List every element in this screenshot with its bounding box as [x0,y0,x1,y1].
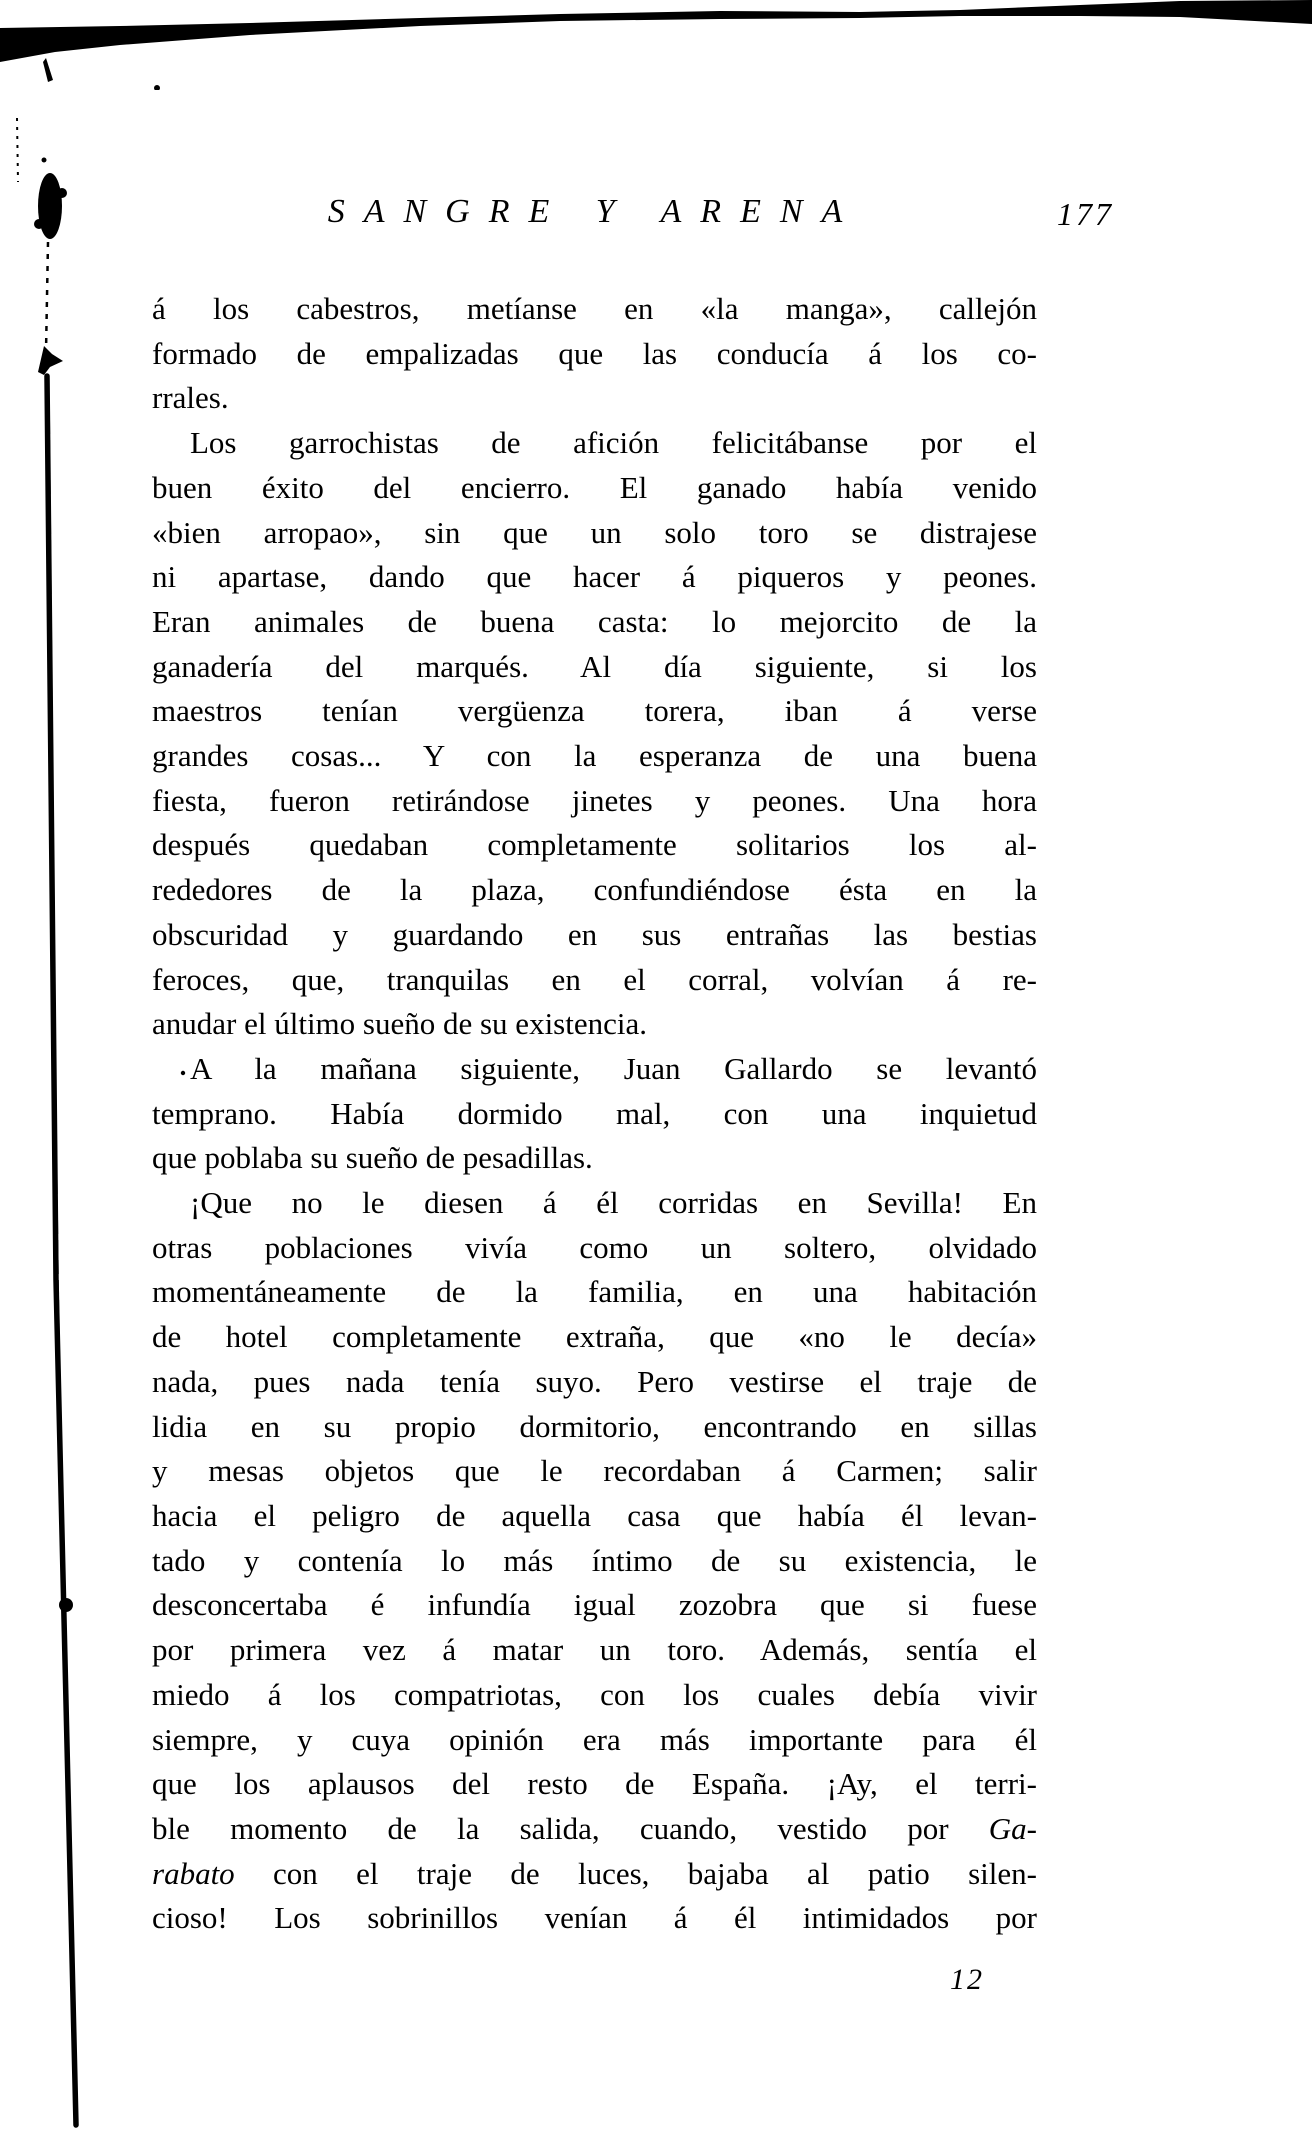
text-line: hacia el peligro de aquella casa que había él levan- [152,1497,1037,1533]
text-line: grandes cosas... Y con la esperanza de una buena [152,738,1037,774]
signature-mark: 12 [950,1963,984,1996]
text-line: maestros tenían vergüenza torera, iban á verse [152,693,1037,729]
text-line: miedo á los compatriotas, con los cuales debía vivir [152,1676,1037,1712]
text-line: después quedaban completamente solitarios los al- [152,827,1037,863]
text-line: temprano. Había dormido mal, con una inquietud [152,1095,1037,1131]
text-run: ble momento de la salida, cuando, vestido por [152,1810,989,1846]
text-block [152,287,1037,1941]
text-line: ¡Que no le diesen á él corridas en Sevilla! En [190,1185,1037,1221]
text-line: rededores de la plaza, confundiéndose ésta en la [152,872,1037,908]
text-line: que los aplausos del resto de España. ¡Ay, el terri- [152,1766,1037,1802]
text-line: cioso! Los sobrinillos venían á él intimidados por [152,1900,1037,1936]
page-number: 177 [1057,196,1114,232]
text-line: formado de empalizadas que las conducía á los co- [152,335,1037,371]
text-line: momentáneamente de la familia, en una habitación [152,1274,1037,1310]
text-line: Eran animales de buena casta: lo mejorcito de la [152,603,1037,639]
text-line: fiesta, fueron retirándose jinetes y peones. Una hora [152,782,1037,818]
text-line: Los garrochistas de afición felicitábanse por el [190,425,1037,461]
text-line: rrales. [152,380,229,416]
text-line: y mesas objetos que le recordaban á Carmen; salir [152,1453,1037,1489]
text-line: de hotel completamente extraña, que «no le decía» [152,1319,1037,1355]
text-line: por primera vez á matar un toro. Además, sentía el [152,1632,1037,1668]
text-line: ganadería del marqués. Al día siguiente, si los [152,648,1037,684]
text-line: otras poblaciones vivía como un soltero, olvidado [152,1229,1037,1265]
text-line: desconcertaba é infundía igual zozobra que si fuese [152,1587,1037,1623]
text-line: ni apartase, dando que hacer á piqueros y peones. [152,559,1037,595]
text-line: que poblaba su sueño de pesadillas. [152,1140,593,1176]
text-line [152,1807,1037,1852]
italic-word: rabato [152,1855,235,1891]
text-line: lidia en su propio dormitorio, encontrando en sillas [152,1408,1037,1444]
text-line: anudar el último sueño de su existencia. [152,1006,648,1042]
text-line: nada, pues nada tenía suyo. Pero vestirse el traje de [152,1363,1037,1399]
text-line: feroces, que, tranquilas en el corral, volvían á re- [152,961,1037,997]
text-line: buen éxito del encierro. El ganado había venido [152,469,1037,505]
text-line: tado y contenía lo más íntimo de su existencia, le [152,1542,1037,1578]
text-run: con el traje de luces, bajaba al patio silen- [234,1855,1037,1891]
italic-word: Ga- [988,1810,1037,1846]
scan-artifact-top-band [0,0,1312,90]
page-title: SANGRE Y ARENA [327,193,862,230]
text-line: á los cabestros, metíanse en «la manga», callejón [152,291,1037,326]
text-line: A la mañana siguiente, Juan Gallardo se levantó [190,1050,1037,1086]
text-line: «bien arropao», sin que un solo toro se distrajese [152,514,1037,550]
text-line: obscuridad y guardando en sus entrañas las bestias [152,916,1037,952]
text-line: siempre, y cuya opinión era más importante para él [152,1721,1037,1757]
running-head [152,193,1114,241]
text-line [152,1852,1037,1897]
